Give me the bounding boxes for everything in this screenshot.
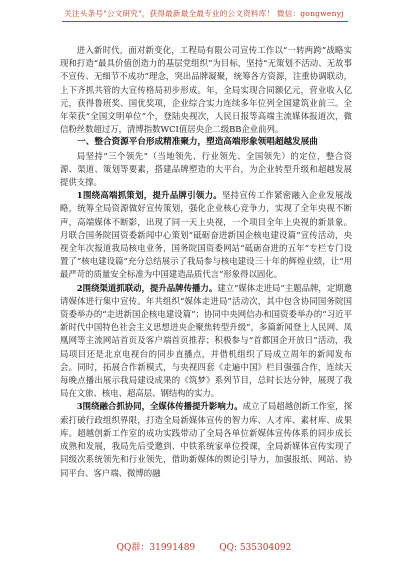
item-paragraph-1 [60, 189, 352, 281]
item-paragraph-3 [60, 400, 352, 479]
item-lead-2: 2围绕渠道抓联动，提升品牌传播力。 [76, 282, 218, 293]
footer-qq-group: QQ群：31991489 [116, 543, 196, 553]
item-lead-1: 1围绕高端抓策划，提升品牌引领力。 [76, 190, 222, 201]
item-body-1: 坚持宣传工作紧密融入企业发展战略，统筹全局资源做好宣传策划，强化企业核心竞争力，实现了全年央视不断声，高端媒体不断影，出现了同一天上央视，一个项目全年上央视的新景象。月联合国务院国资委新闻中心策划“砥砺奋进新国企核电建设篇”宣传活动，央视全年次报道我局核电业务，国务院国资委网站“砥砺奋进的五年”专栏专门设置了“核电建设篇”充分总结展示了我局参与核电建设三十年的辉煌业绩，让“用最严苛的质量安全标准为中国建造品质代言”形象得以固化。 [60, 190, 353, 280]
footer-contact [0, 540, 408, 553]
article-body [60, 44, 352, 480]
item-body-2: 建立“媒体走进局”主题品牌，定期邀请媒体进行集中宣传。年共组织“媒体走进局”活动次，其中包含协同国务院国资委举办的“走进新国企核电建设篇”；协同中央网信办和国资委举办的“习近平新时代中国特色社会主义思想进央企聚焦转型升级”，多篇新闻登上人民网、凤凰网等主流网站首页及客户端首页推荐；积极参与“首都国企开放日”活动，我局项目还是北京电视台的同步直播点，并借机组织了局成立周年的新闻发布会。同时，拓展合作新模式，与央视四套《走遍中国》栏目强强合作，连续天每晚点播出展示我局建设成果的《筑梦》系列节目，总时长达分钟，展现了我局在文旅、核电、超高层、钢结构的实力。 [60, 282, 353, 399]
top-banner: 关注头条号"公文研究"，获得最新最全最专业的公文资料库！ 微信：gongwenyj [64, 9, 344, 18]
intro-paragraph: 进入新时代，面对新变化，工程局有限公司宣传工作以“一转两跨”战略实现和打造“最具价值创造力的基层党组织”为目标，坚持“无策划不活动、无故事不宣传、无细节不成功”理念，突出品牌凝聚，统筹各方资源，注重协调联动，上下齐抓共管的大宣传格局初步形成。年，全局实现合同额亿元，营业收入亿元，获得鲁班奖、国优奖项，企业综合实力连续多年位列全国建筑业前三。全年荣获“全国文明单位”个，登陆央视次，人民日报等高端主流媒体报道次，微信粉丝数超过万，清博指数WCI值居央企二级BB企业前列。 [60, 45, 352, 135]
item-paragraph-2 [60, 282, 352, 401]
item-lead-3: 3围绕融合抓协同，全媒体传播提升影响力。 [76, 401, 243, 412]
item-body-3: 成立了局超越创新工作室，探索打破行政组织界限，打造全局新媒体宣传的智力库、人才库、素材库、成果库。超越创新工作室的成功实践带动了全局各单位新媒体宣传体系的同步成长成熟和发展，我局先后受邀到、中铁系统家单位授课，全局新媒体宣传实现了同级次系统领先和行业领先，借助新媒体的舆论引导力，加强报纸、网站、协同平台、客户端、微博的融 [60, 401, 352, 478]
section-paragraph: 局坚持“三个领先”（当地领先、行业领先、全国领先）的定位，整合资源、渠道、策划等要素，搭建品牌塑造的大平台，为企业转型升级和超越发展提供支撑。 [60, 150, 352, 188]
banner-divider [62, 21, 348, 22]
section-heading: 一、整合资源平台形成精准聚力，塑造高端形象领唱超越发展曲 [77, 137, 318, 148]
footer-qq-number: QQ: 535304092 [219, 543, 292, 553]
